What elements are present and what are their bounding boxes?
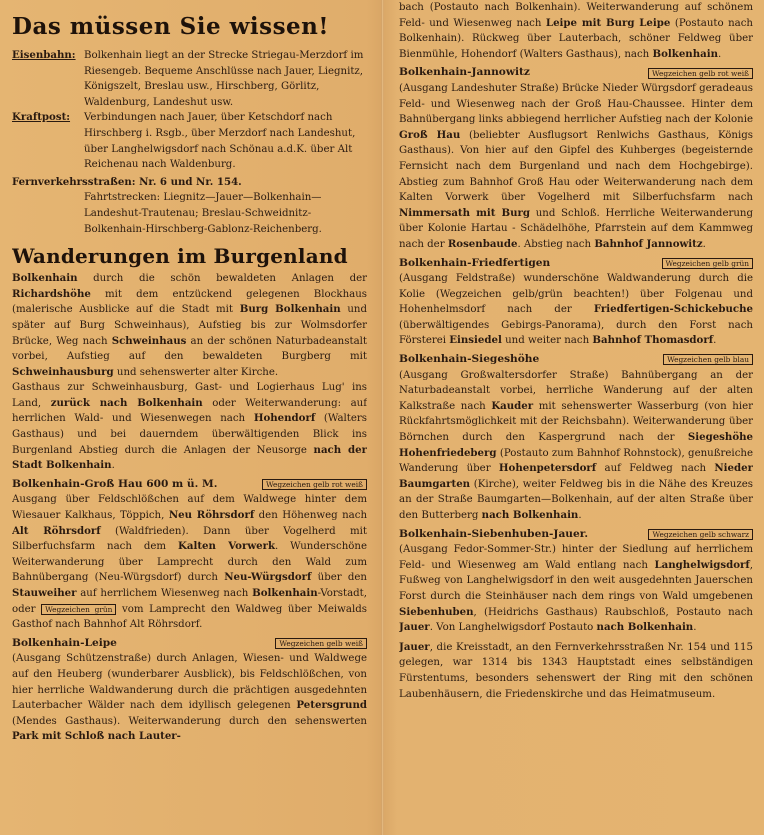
route-leipe-marker: Wegzeichen gelb weiß (275, 638, 367, 649)
route-leipe-text: (Ausgang Schützenstraße) durch Anlagen, Wiesen- und Waldwege auf den Heuberg (wunderbarer Ausblick), bis Feldschlößchen, von hier herrliche Waldwanderung durch die prächtigen ausgedehnten Lauterbacher Wälder nach dem idyllisch gelegenen Petersgrund (Mendes Gasthaus). Weiterwanderung durch den sehenswerten Park mit Schloß nach Lauter- (12, 653, 367, 743)
route-friedfertigen-name: Bolkenhain-Friedfertigen (399, 256, 551, 269)
route-jauer-name: Bolkenhain-Siebenhuben-Jauer. (399, 527, 589, 540)
route-friedfertigen-text: (Ausgang Feldstraße) wunderschöne Waldwanderung durch die Kolie (Wegzeichen gelb/grün beachten!) über Folgenau und Hohenhelmsdorf nach der Friedfertigen-Schickebuche (überwältigendes Gebirgs-Panorama), durch den Forst nach Försterei Einsiedel und weiter nach Bahnhof Thomasdorf. (399, 273, 753, 347)
leipe-continuation: bach (Postauto nach Bolkenhain). Weiterwanderung auf schönem Feld- und Wiesenweg nach Leipe mit Burg Leipe (Postauto nach Bolkenhain). Rückweg über Lauterbach, schöner Feldweg über Bienmühle, Hohendorf (Walters Gasthaus), nach Bolkenhain. (399, 2, 753, 60)
left-column (12, 0, 367, 835)
info-kraftpost-text: Verbindungen nach Jauer, über Ketschdorf nach Hirschberg i. Rsgb., über Merzdorf nach Landeshut, über Langhelwigsdorf nach Schönau a.d.K. über Alt Reichenau nach Waldenburg. (84, 112, 356, 171)
info-eisenbahn-text: Bolkenhain liegt an der Strecke Striegau-Merzdorf im Riesengeb. Bequeme Anschlüsse nach Jauer, Liegnitz, Königszelt, Breslau usw., Hirschberg, Görlitz, Waldenburg, Landeshut usw. (84, 50, 364, 108)
route-jauer-text: (Ausgang Fedor-Sommer-Str.) hinter der Siedlung auf herrlichem Feld- und Wiesenweg am Wald entlang nach Langhelwigsdorf, Fußweg von Langhelwigsdorf in den weit ausgedehnten Jauerschen Forst durch die Steinhäuser nach dem rings von Wald umgebenen Siebenhuben, (Heidrichs Gasthaus) Raubschloß, Postauto nach Jauer. Von Langhelwigsdorf Postauto nach Bolkenhain. (399, 544, 753, 634)
route-leipe-name: Bolkenhain-Leipe (12, 636, 117, 649)
route-siegeshoehe-marker: Wegzeichen gelb blau (663, 354, 753, 365)
section-title: Wanderungen im Burgenland (12, 244, 348, 269)
right-column (399, 0, 753, 835)
fernverkehr-heading: Fernverkehrsstraßen: Nr. 6 und Nr. 154. (12, 175, 242, 188)
route-gross-hau-heading (12, 477, 367, 493)
info-eisenbahn (12, 48, 367, 110)
route-jauer-marker: Wegzeichen gelb schwarz (648, 529, 753, 540)
page-title: Das müssen Sie wissen! (12, 13, 329, 40)
route-gross-hau-text: Ausgang über Feldschlößchen auf dem Waldwege hinter dem Wiesauer Kalkhaus, Töppich, Neu Röhrsdorf den Höhenweg nach Alt Röhrsdorf (Waldfrieden). Dann über Vogelherd mit Silberfuchsfarm nach dem Kalten Vorwerk. Wunderschöne Weiterwanderung über Lamprecht durch den Wald zum Bahnübergang (Neu-Würgsdorf) durch Neu-Würgsdorf über den Stauweiher auf herrlichem Wiesenweg nach Bolkenhain-Vorstadt, oder Wegzeichen grün vom Lamprecht den Waldweg über Meiwalds Gasthof nach Bahnhof Alt Röhrsdorf. (12, 494, 367, 631)
fernverkehr-text: Fahrtstrecken: Liegnitz—Jauer—Bolkenhain—Landeshut-Trautenau; Breslau-Schweidnitz-Bolkenhain-Hirschberg-Gablonz-Reichenberg. (84, 192, 322, 235)
gasthaus-paragraph: Gasthaus zur Schweinhausburg, Gast- und Logierhaus Lug' ins Land, zurück nach Bolkenhain oder Weiterwanderung: auf herrlichen Wald- und Wiesenwegen nach Hohendorf (Walters Gasthaus) und bei dauerndem überwältigenden Blick ins Burgenland Abstieg durch die Anlagen der Neusorge nach der Stadt Bolkenhain. (12, 382, 367, 472)
route-gross-hau-name: Bolkenhain-Groß Hau 600 m ü. M. (12, 477, 218, 490)
route-siegeshoehe-name: Bolkenhain-Siegeshöhe (399, 353, 540, 366)
jauer-info-paragraph: Jauer, die Kreisstadt, an den Fernverkehrsstraßen Nr. 154 und 115 gelegen, war 1314 bis 1343 Hauptstadt eines selbständigen Fürstentums, besonders sehenswert der Ring mit den schönen Laubenhäusern, die Friedenskirche und das Heimatmuseum. (399, 640, 753, 700)
info-eisenbahn-key: Eisenbahn: (12, 49, 76, 61)
route-jauer-heading (399, 527, 753, 543)
route-jannowitz-name: Bolkenhain-Jannowitz (399, 66, 530, 79)
page-fold (381, 0, 384, 835)
route-friedfertigen-heading (399, 256, 753, 272)
route-siegeshoehe-heading (399, 352, 753, 368)
route-leipe-heading (12, 636, 367, 652)
route-jannowitz-marker: Wegzeichen gelb rot weiß (648, 68, 753, 79)
intro-paragraph: Bolkenhain durch die schön bewaldeten Anlagen der Richardshöhe mit dem entzückend gelegenen Blockhaus (malerische Ausblicke auf die Stadt mit Burg Bolkenhain und später auf Burg Schweinhaus), Aufstieg bis zur Wolmsdorfer Brücke, Weg nach Schweinhaus an der schönen Naturbadeanstalt vorbei, Aufstieg auf den bewaldeten Burgberg mit Schweinhausburg und sehenswerter alter Kirche. (12, 272, 367, 378)
route-jannowitz-heading (399, 65, 753, 81)
route-siegeshoehe-text: (Ausgang Großwaltersdorfer Straße) Bahnübergang an der Naturbadeanstalt vorbei, herrliche Wanderung auf der alten Kalkstraße nach Kauder mit sehenswerter Wasserburg (von hier Rückfahrtsmöglichkeit mit der Reichsbahn). Weiterwanderung über Börnchen durch den Kaspergrund nach der Siegeshöhe Hohenfriedeberg (Postauto zum Bahnhof Rohnstock), genußreiche Wanderung über Hohenpetersdorf auf Feldweg nach Nieder Baumgarten (Kirche), weiter Feldweg bis in die Nähe des Kreuzes an der Straße Baumgarten—Bolkenhain, auf der alten Straße über den Butterberg nach Bolkenhain. (399, 369, 753, 521)
route-jannowitz-text: (Ausgang Landeshuter Straße) Brücke Nieder Würgsdorf geradeaus Feld- und Wiesenweg nach der Groß Hau-Chaussee. Hinter dem Bahnübergang links abbiegend herrlicher Aufstieg nach der Kolonie Groß Hau (beliebter Ausflugsort Renlwichs Gasthaus, Königs Gasthaus). Von hier auf den Gipfel des Kuhberges (begeisternde Fernsicht nach dem Burgenland und nach dem Hochgebirge). Abstieg zum Bahnhof Groß Hau oder Weiterwanderung nach dem Kalten Vorwerk über Vogelherd mit Silberfuchsfarm nach Nimmersath mit Burg und Schloß. Herrliche Weiterwanderung über Kolonie Hartau - Schädelhöhe, Pfarrstein auf dem Kammweg nach der Rosenbaude. Abstieg nach Bahnhof Jannowitz. (399, 82, 753, 250)
info-kraftpost (12, 110, 367, 172)
route-gross-hau-inline-marker: Wegzeichen grün (41, 604, 116, 615)
route-gross-hau-marker: Wegzeichen gelb rot weiß (262, 479, 367, 490)
route-friedfertigen-marker: Wegzeichen gelb grün (662, 258, 753, 269)
info-kraftpost-key: Kraftpost: (12, 111, 71, 124)
